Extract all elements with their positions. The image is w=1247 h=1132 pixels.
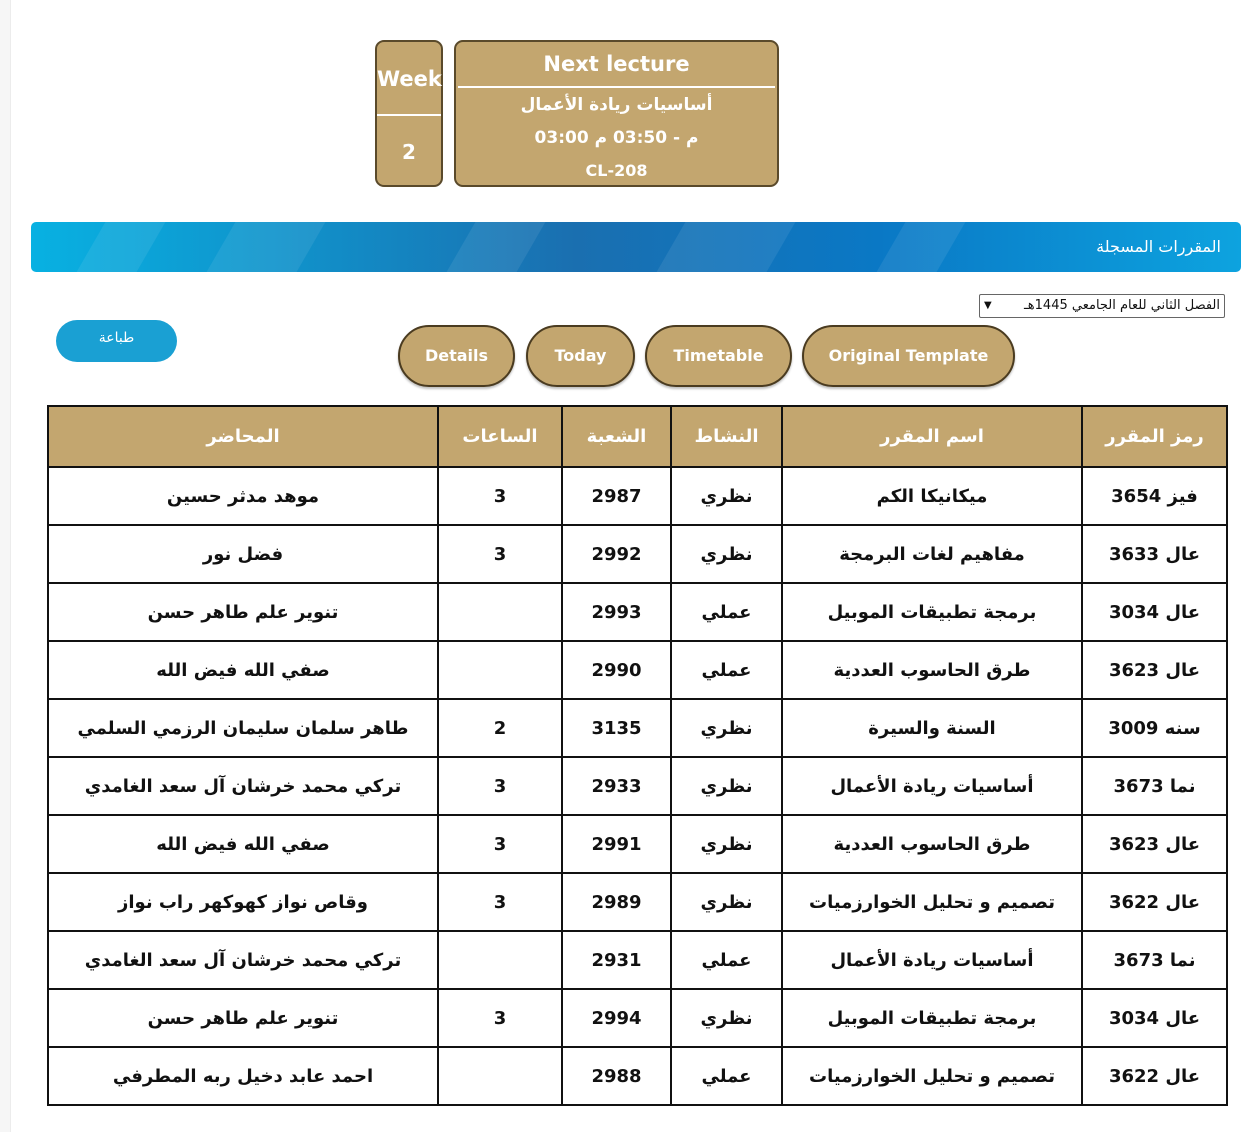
- cell-code: عال 3034: [1082, 989, 1227, 1047]
- cell-activity: عملي: [671, 641, 782, 699]
- header-hours: الساعات: [438, 406, 562, 467]
- header-activity: النشاط: [671, 406, 782, 467]
- cell-code: فيز 3654: [1082, 467, 1227, 525]
- cell-hours: [438, 641, 562, 699]
- cell-activity: نظري: [671, 525, 782, 583]
- cell-hours: [438, 583, 562, 641]
- cell-code: نما 3673: [1082, 931, 1227, 989]
- cell-section: 3135: [562, 699, 671, 757]
- cell-section: 2933: [562, 757, 671, 815]
- table-row: [48, 815, 1227, 873]
- print-button[interactable]: طباعة: [56, 320, 177, 362]
- cell-section: 2994: [562, 989, 671, 1047]
- cell-code: عال 3034: [1082, 583, 1227, 641]
- cell-activity: عملي: [671, 931, 782, 989]
- week-number: 2: [402, 140, 416, 164]
- cell-section: 2931: [562, 931, 671, 989]
- cell-code: عال 3622: [1082, 873, 1227, 931]
- chevron-down-icon: ▼: [984, 300, 992, 311]
- cell-code: سنه 3009: [1082, 699, 1227, 757]
- cell-hours: 2: [438, 699, 562, 757]
- header-name: اسم المقرر: [782, 406, 1082, 467]
- cell-hours: 3: [438, 467, 562, 525]
- cell-activity: نظري: [671, 873, 782, 931]
- semester-selected: الفصل الثاني للعام الجامعي 1445هـ: [1023, 298, 1220, 313]
- table-row: [48, 873, 1227, 931]
- cell-code: عال 3622: [1082, 1047, 1227, 1105]
- cell-name: تصميم و تحليل الخوارزميات: [782, 873, 1082, 931]
- cell-hours: 3: [438, 815, 562, 873]
- cell-section: 2990: [562, 641, 671, 699]
- cell-section: 2993: [562, 583, 671, 641]
- cell-activity: نظري: [671, 757, 782, 815]
- table-row: [48, 467, 1227, 525]
- registered-courses-banner: [31, 222, 1241, 272]
- cell-hours: 3: [438, 525, 562, 583]
- cell-name: مفاهيم لغات البرمجة: [782, 525, 1082, 583]
- cell-section: 2988: [562, 1047, 671, 1105]
- table-row: [48, 989, 1227, 1047]
- cell-hours: 3: [438, 989, 562, 1047]
- cell-code: عال 3623: [1082, 815, 1227, 873]
- today-button[interactable]: Today: [526, 325, 635, 387]
- header-section: الشعبة: [562, 406, 671, 467]
- next-lecture-label: Next lecture: [458, 42, 775, 88]
- cell-name: طرق الحاسوب العددية: [782, 641, 1082, 699]
- banner-title: المقررات المسجلة: [1096, 237, 1221, 256]
- cell-instructor: صفي الله فيض الله: [48, 815, 438, 873]
- next-lecture-course: أساسيات ريادة الأعمال: [520, 95, 713, 115]
- cell-name: برمجة تطبيقات الموبيل: [782, 989, 1082, 1047]
- cell-instructor: احمد عابد دخيل ربه المطرفي: [48, 1047, 438, 1105]
- cell-instructor: وقاص نواز كهوكهر راب نواز: [48, 873, 438, 931]
- cell-name: تصميم و تحليل الخوارزميات: [782, 1047, 1082, 1105]
- table-row: [48, 1047, 1227, 1105]
- cell-instructor: طاهر سلمان سليمان الرزمي السلمي: [48, 699, 438, 757]
- table-row: [48, 525, 1227, 583]
- cell-activity: نظري: [671, 989, 782, 1047]
- table-row: [48, 641, 1227, 699]
- week-card: [375, 40, 443, 187]
- cell-code: نما 3673: [1082, 757, 1227, 815]
- table-row: [48, 757, 1227, 815]
- cell-name: السنة والسيرة: [782, 699, 1082, 757]
- semester-select[interactable]: [979, 294, 1225, 318]
- cell-section: 2989: [562, 873, 671, 931]
- cell-name: أساسيات ريادة الأعمال: [782, 757, 1082, 815]
- cell-instructor: تنوير علم طاهر حسن: [48, 989, 438, 1047]
- header-instructor: المحاضر: [48, 406, 438, 467]
- courses-table: [47, 405, 1228, 1106]
- cell-activity: عملي: [671, 583, 782, 641]
- cell-instructor: صفي الله فيض الله: [48, 641, 438, 699]
- cell-hours: 3: [438, 873, 562, 931]
- left-sidebar-edge: [0, 0, 11, 1132]
- cell-name: برمجة تطبيقات الموبيل: [782, 583, 1082, 641]
- details-button[interactable]: Details: [398, 325, 515, 387]
- cell-section: 2991: [562, 815, 671, 873]
- cell-instructor: تركي محمد خرشان آل سعد الغامدي: [48, 931, 438, 989]
- cell-instructor: فضل نور: [48, 525, 438, 583]
- original-template-button[interactable]: Original Template: [802, 325, 1015, 387]
- cell-hours: [438, 931, 562, 989]
- cell-name: طرق الحاسوب العددية: [782, 815, 1082, 873]
- timetable-button[interactable]: Timetable: [645, 325, 792, 387]
- cell-activity: نظري: [671, 467, 782, 525]
- next-lecture-card: [454, 40, 779, 187]
- cell-name: أساسيات ريادة الأعمال: [782, 931, 1082, 989]
- table-row: [48, 583, 1227, 641]
- next-lecture-room: CL-208: [585, 161, 648, 180]
- cell-code: عال 3633: [1082, 525, 1227, 583]
- cell-name: ميكانيكا الكم: [782, 467, 1082, 525]
- cell-activity: نظري: [671, 815, 782, 873]
- cell-section: 2992: [562, 525, 671, 583]
- cell-activity: عملي: [671, 1047, 782, 1105]
- cell-instructor: موهد مدثر حسين: [48, 467, 438, 525]
- table-header-row: [48, 406, 1227, 467]
- cell-instructor: تنوير علم طاهر حسن: [48, 583, 438, 641]
- cell-hours: [438, 1047, 562, 1105]
- header-code: رمز المقرر: [1082, 406, 1227, 467]
- table-row: [48, 931, 1227, 989]
- cell-section: 2987: [562, 467, 671, 525]
- cell-hours: 3: [438, 757, 562, 815]
- week-label: Week: [377, 42, 441, 116]
- cell-code: عال 3623: [1082, 641, 1227, 699]
- cell-instructor: تركي محمد خرشان آل سعد الغامدي: [48, 757, 438, 815]
- cell-activity: نظري: [671, 699, 782, 757]
- next-lecture-time: 03:00 م - 03:50 م: [534, 128, 699, 148]
- table-row: [48, 699, 1227, 757]
